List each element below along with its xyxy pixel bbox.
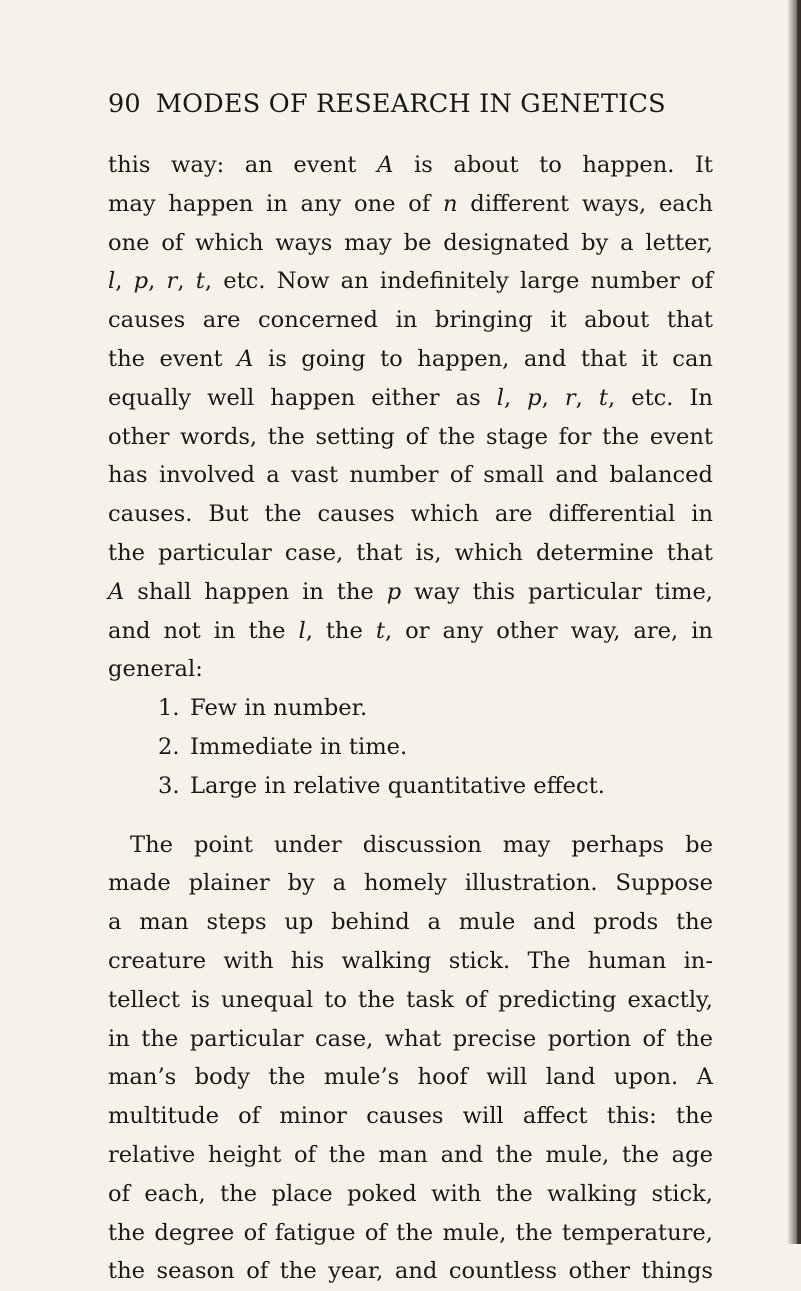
list-item: 1. Few in number. — [158, 695, 368, 722]
text-line: creature with his walking stick. The human in- — [108, 947, 713, 974]
text-line: A shall happen in the p way this particular time, — [108, 578, 713, 605]
text-line: The point under discussion may perhaps be — [130, 831, 713, 858]
text-line: man’s body the mule’s hoof will land upon. A — [108, 1064, 713, 1091]
running-title: MODES OF RESEARCH IN GENETICS — [155, 89, 666, 119]
text-line: has involved a vast number of small and balanced — [108, 462, 713, 489]
paragraph-1 — [108, 146, 713, 689]
text-line: multitude of minor causes will affect this: the — [108, 1103, 713, 1130]
text-line: the degree of fatigue of the mule, the temperature, — [108, 1219, 713, 1246]
text-line: a man steps up behind a mule and prods the — [108, 909, 713, 936]
numbered-list — [108, 689, 713, 805]
text-line: made plainer by a homely illustration. Suppose — [108, 870, 713, 897]
text-line: one of which ways may be designated by a letter, — [108, 229, 713, 256]
text-line: the event A is going to happen, and that it can — [108, 345, 713, 372]
list-item: 2. Immediate in time. — [158, 733, 408, 760]
text-line: causes. But the causes which are differential in — [108, 501, 713, 528]
page-edge-dark — [797, 0, 801, 1244]
text-line: in the particular case, what precise portion of the — [108, 1025, 713, 1052]
text-line: equally well happen either as l, p, r, t, etc. In — [108, 384, 713, 411]
text-line: l, p, r, t, etc. Now an indefinitely large number of — [108, 268, 713, 295]
text-line: of each, the place poked with the walking stick, — [108, 1180, 713, 1207]
text-line: the particular case, that is, which determine that — [108, 539, 713, 566]
list-item: 3. Large in relative quantitative effect. — [158, 772, 605, 799]
text-line: tellect is unequal to the task of predicting exactly, — [108, 986, 713, 1013]
text-line: relative height of the man and the mule, the age — [108, 1141, 713, 1168]
text-line: causes are concerned in bringing it about that — [108, 307, 713, 334]
text-line: may happen in any one of n different ways, each — [108, 190, 713, 217]
text-line: other words, the setting of the stage for the event — [108, 423, 713, 450]
body-text — [108, 146, 713, 1291]
text-line: general: — [108, 656, 203, 683]
text-line: this way: an event A is about to happen. It — [108, 152, 714, 178]
text-line: and not in the l, the t, or any other way, are, in — [108, 617, 713, 644]
running-head — [108, 89, 748, 119]
page-number: 90 — [108, 89, 141, 119]
paragraph-2 — [108, 826, 713, 1291]
text-line: the season of the year, and countless other things — [108, 1258, 713, 1285]
